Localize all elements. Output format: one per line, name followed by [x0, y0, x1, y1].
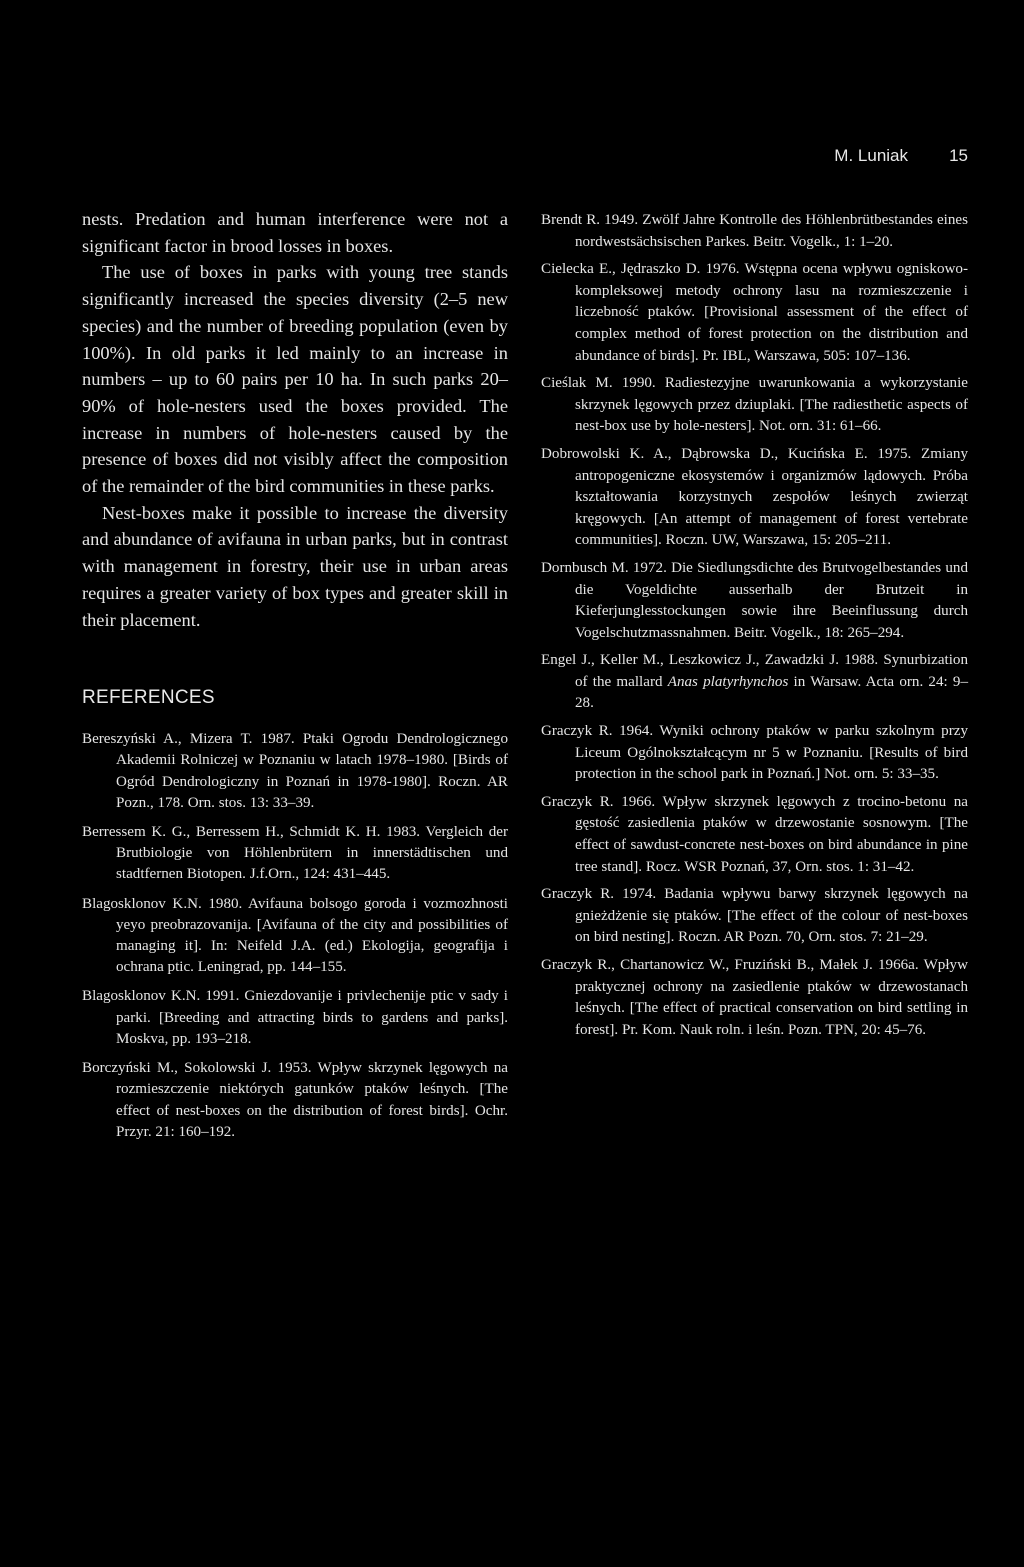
header-author: M. Luniak	[834, 146, 908, 165]
reference-entry: Berressem K. G., Berressem H., Schmidt K. H. 1983. Vergleich der Brutbiologie von Höhlenbrütern in innerstädtischen und stadtfernen Biotopen. J.f.Orn., 124: 431–445.	[82, 824, 508, 883]
reference-text: in Warsaw. Acta orn. 24: 9–28.	[575, 673, 968, 712]
references-heading: REFERENCES	[82, 687, 215, 709]
running-header	[82, 146, 968, 170]
reference-entry: Borczyński M., Sokolowski J. 1953. Wpływ skrzynek lęgowych na rozmieszczenie niektórych gatunków ptaków leśnych. [The effect of nest-boxes on the distribution of forest birds]. Ochr. Przyr. 21: 160–192.	[82, 1060, 508, 1140]
reference-entry: Blagosklonov K.N. 1991. Gniezdovanije i privlechenije ptic v sady i parki. [Breeding and attracting birds to gardens and parks]. Moskva, pp. 193–218.	[82, 988, 508, 1047]
reference-text: Engel J., Keller M., Leszkowicz J., Zawadzki J. 1988. Synurbization of the mallard	[541, 652, 968, 690]
reference-entry: Dornbusch M. 1972. Die Siedlungsdichte des Brutvogelbestandes und die Vogeldichte ausserhalb der Brutzeit in Kieferjunglesstockungen sowie ihre Beeinflussung durch Vogelschutzmassnahmen. Beitr. Vogelk., 18: 265–294.	[541, 559, 968, 641]
reference-entry	[541, 650, 968, 715]
body-paragraph: The use of boxes in parks with young tree stands significantly increased the species diversity (2–5 new species) and the number of breeding population (even by 100%). In old parks it led mainly to an increase in numbers – up to 60 pairs per 10 ha. In such parks 20–90% of hole-nesters used the boxes provided. The increase in numbers of hole-nesters caused by the presence of boxes did not visibly affect the composition of the remainder of the bird communities in these parks.	[82, 262, 508, 497]
reference-entry: Cielecka E., Jędraszko D. 1976. Wstępna ocena wpływu ogniskowo-kompleksowej metody ochrony lasu na rozmieszczenie i liczebność ptaków. [Provisional assessment of the effect of complex method of forest protection on the distribution and abundance of birds]. Pr. IBL, Warszawa, 505: 107–136.	[541, 261, 968, 364]
reference-entry: Cieślak M. 1990. Radiestezyjne uwarunkowania a wykorzystanie skrzynek lęgowych przez dziuplaki. [The radiesthetic aspects of nest-box use by hole-nesters]. Not. orn. 31: 61–66.	[541, 375, 968, 435]
left-column	[82, 206, 508, 1151]
reference-entry: Blagosklonov K.N. 1980. Avifauna bolsogo goroda i vozmozhnosti yeyo preobrazovanija. [Avifauna of the city and possibilities of managing it]. In: Neifeld J.A. (ed.) Ekologija, geografija i ochrana ptic. Leningrad, pp. 144–155.	[82, 895, 508, 976]
reference-entry: Graczyk R. 1974. Badania wpływu barwy skrzynek lęgowych na gnieżdżenie się ptaków. [The effect of the colour of nest-boxes on bird nesting]. Roczn. AR Pozn. 70, Orn. stos. 7: 21–29.	[541, 886, 968, 946]
reference-entry: Bereszyński A., Mizera T. 1987. Ptaki Ogrodu Dendrologicznego Akademii Rolniczej w Poznaniu w latach 1978–1980. [Birds of Ogród Dendrologiczny in Poznań in 1978-1980]. Roczn. AR Pozn., 178. Orn. stos. 13: 33–39.	[82, 731, 508, 811]
reference-entry: Graczyk R. 1966. Wpływ skrzynek lęgowych z trocino-betonu na gęstość zasiedlenia ptaków w drzewostanie sosnowym. [The effect of sawdust-concrete nest-boxes on bird abundance in pine tree stand]. Rocz. WSR Poznań, 37, Orn. stos. 1: 31–42.	[541, 793, 968, 875]
reference-entry: Graczyk R., Chartanowicz W., Fruziński B., Małek J. 1966a. Wpływ praktycznej ochrony na zasiedlenie ptaków w drzewostanach leśnych. [The effect of practical conservation on bird settling in forest]. Pr. Kom. Nauk roln. i leśn. Pozn. TPN, 20: 45–76.	[541, 957, 968, 1038]
species-name: Anas platyrhynchos	[667, 673, 789, 690]
page-number: 15	[949, 146, 968, 165]
right-column	[541, 210, 968, 1047]
reference-entry: Graczyk R. 1964. Wyniki ochrony ptaków w parku szkolnym przy Liceum Ogólnokształcącym nr 5 w Poznaniu. [Results of bird protection in the school park in Poznań.] Not. orn. 5: 33–35.	[541, 723, 968, 783]
reference-entry: Brendt R. 1949. Zwölf Jahre Kontrolle des Höhlenbrütbestandes eines nordwestsächsischen Parkes. Beitr. Vogelk., 1: 1–20.	[541, 212, 968, 250]
reference-entry: Dobrowolski K. A., Dąbrowska D., Kucińska E. 1975. Zmiany antropogeniczne ekosystemów i organizmów lądowych. Próba kształtowania korzystnych zespołów leśnych zwierząt kręgowych. [An attempt of management of forest vertebrate communities]. Roczn. UW, Warszawa, 15: 205–211.	[541, 445, 968, 549]
body-paragraph: nests. Predation and human interference were not a significant factor in brood losses in boxes.	[82, 209, 508, 256]
body-paragraph: Nest-boxes make it possible to increase the diversity and abundance of avifauna in urban parks, but in contrast with management in forestry, their use in urban areas requires a greater variety of box types and greater skill in their placement.	[82, 502, 508, 630]
